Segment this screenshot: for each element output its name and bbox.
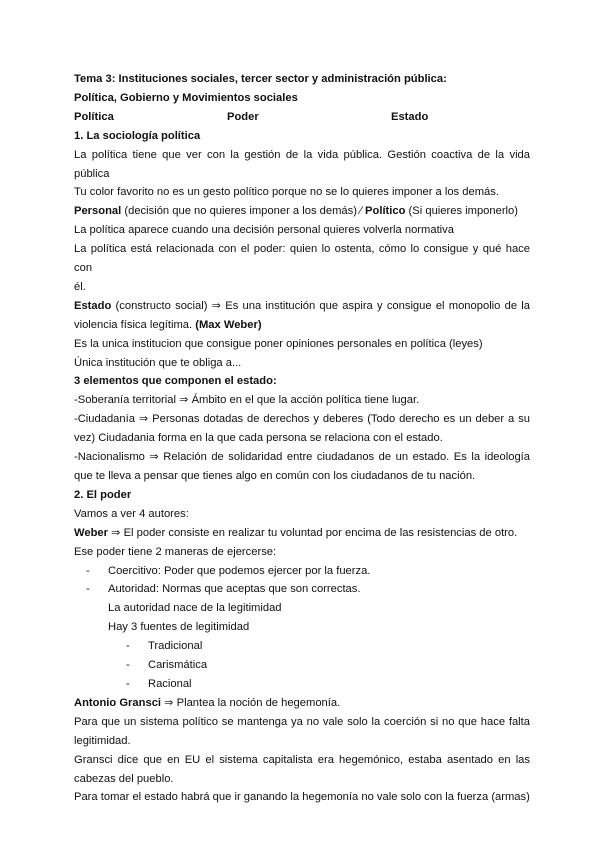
document-title: Tema 3: Instituciones sociales, tercer sector y administración pública:	[74, 73, 447, 85]
column-estado: Estado	[391, 110, 429, 123]
document-subtitle: Política, Gobierno y Movimientos sociales	[74, 91, 298, 104]
list-item: - Autoridad: Normas que aceptas que son correctas.	[74, 580, 530, 599]
paragraph: La política aparece cuando una decisión personal quieres volverla normativa	[74, 224, 454, 237]
list-subtext: La autoridad nace de la legitimidad	[108, 602, 282, 615]
paragraph: cabezas del pueblo.	[74, 772, 174, 785]
bullet-dash: -	[126, 677, 130, 690]
paragraph-personal-politico: Personal (decisión que no quieres imponer a los demás) ∕ Político (Si quieres imponerlo)	[74, 205, 518, 218]
elements-heading: 3 elementos que componen el estado:	[74, 375, 277, 388]
section-1-heading: 1. La sociología política	[74, 129, 201, 142]
list-item: - Coercitivo: Poder que podemos ejercer por la fuerza.	[74, 562, 530, 581]
paragraph: Vamos a ver 4 autores:	[74, 507, 189, 520]
element-soberania: -Soberanía territorial ⇒ Ámbito en el que la acción política tiene lugar.	[74, 394, 420, 407]
paragraph: Para tomar el estado habrá que ir ganando la hegemonía no vale solo con la fuerza (armas)	[74, 791, 530, 804]
paragraph-estado-cont: violencia física legítima. (Max Weber)	[74, 318, 262, 331]
paragraph: Para que un sistema político se mantenga ya no vale solo la coerción si no que hace falta	[74, 715, 530, 728]
paragraph-weber: Weber ⇒ El poder consiste en realizar tu voluntad por encima de las resistencias de otro.	[74, 526, 518, 539]
column-politica: Política	[74, 110, 114, 123]
topic-columns	[74, 108, 530, 127]
list-item: - Tradicional	[74, 637, 530, 656]
bullet-dash: -	[86, 583, 90, 596]
element-ciudadania-cont: vez) Ciudadania forma en la que cada persona se relaciona con el estado.	[74, 432, 443, 445]
paragraph: La política tiene que ver con la gestión de la vida pública. Gestión coactiva de la vida pública	[74, 148, 530, 180]
paragraph: Tu color favorito no es un gesto político porque no se lo quieres imponer a los demás.	[74, 186, 499, 199]
element-ciudadania: -Ciudadanía ⇒ Personas dotadas de derechos y deberes (Todo derecho es un deber a su	[74, 413, 530, 426]
bullet-dash: -	[126, 659, 130, 672]
paragraph: Única institución que te obliga a...	[74, 356, 242, 369]
paragraph: La política está relacionada con el poder: quien lo ostenta, cómo lo consigue y qué hace con	[74, 243, 530, 275]
bullet-dash: -	[86, 564, 90, 577]
paragraph-gransci: Antonio Gransci ⇒ Plantea la noción de hegemonía.	[74, 696, 341, 709]
paragraph-estado: Estado (constructo social) ⇒ Es una institución que aspira y consigue el monopolio de la	[74, 299, 530, 312]
list-item: - Carismática	[74, 656, 530, 675]
list-item: - Racional	[74, 675, 530, 694]
element-nacionalismo: -Nacionalismo ⇒ Relación de solidaridad entre ciudadanos de un estado. Es la ideología	[74, 451, 530, 464]
paragraph: Es la unica institucion que consigue poner opiniones personales en política (leyes)	[74, 337, 483, 350]
paragraph: él.	[74, 280, 86, 293]
element-nacionalismo-cont: que te lleva a pensar que tienes algo en común con los ciudadanos de tu nación.	[74, 470, 476, 483]
document-page	[74, 70, 530, 807]
column-poder: Poder	[227, 110, 259, 123]
bullet-dash: -	[126, 640, 130, 653]
paragraph: Gransci dice que en EU el sistema capitalista era hegemónico, estaba asentado en las	[74, 753, 530, 766]
section-2-heading: 2. El poder	[74, 488, 132, 501]
list-subtext: Hay 3 fuentes de legitimidad	[108, 621, 250, 634]
paragraph: legitimidad.	[74, 734, 131, 747]
paragraph: Ese poder tiene 2 maneras de ejercerse:	[74, 545, 277, 558]
